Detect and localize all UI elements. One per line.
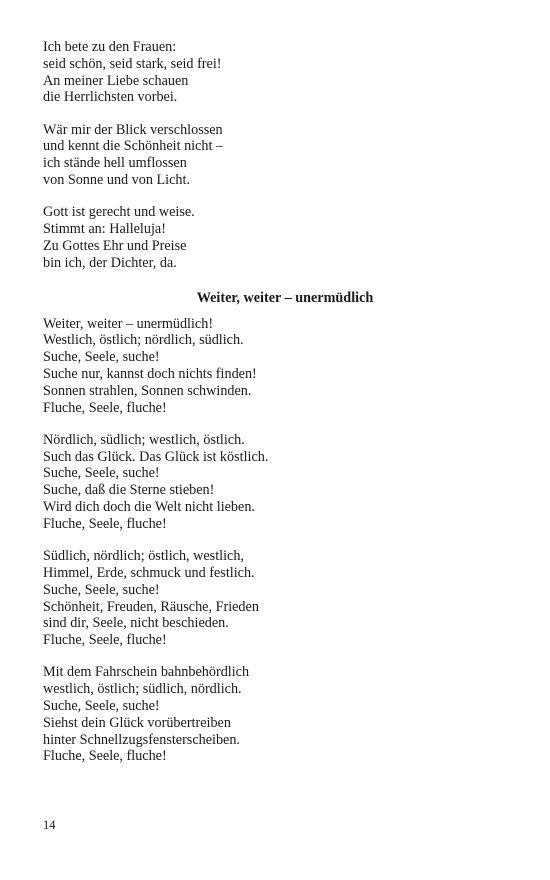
verse-line: Wär mir der Blick verschlossen xyxy=(43,121,223,138)
stanza xyxy=(43,122,513,189)
verse-line: Suche, Seele, suche! xyxy=(43,581,160,598)
poem-title: Weiter, weiter – unermüdlich xyxy=(196,289,374,306)
verse-line: Suche nur, kannst doch nichts finden! xyxy=(43,365,257,382)
verse-line: Sonnen strahlen, Sonnen schwinden. xyxy=(43,382,252,399)
verse-line: An meiner Liebe schauen xyxy=(43,72,189,89)
page-number: 14 xyxy=(43,818,56,832)
verse-line: Zu Gottes Ehr und Preise xyxy=(43,237,187,254)
verse-line: westlich, östlich; südlich, nördlich. xyxy=(43,681,242,698)
stanza xyxy=(43,39,513,106)
verse-line: Fluche, Seele, fluche! xyxy=(43,399,167,416)
stanza xyxy=(43,204,513,271)
verse-line: Suche, daß die Sterne stieben! xyxy=(43,482,215,499)
verse-line: hinter Schnellzugsfensterscheiben. xyxy=(43,731,240,748)
verse-line: Weiter, weiter – unermüdlich! xyxy=(43,315,214,332)
verse-line: Westlich, östlich; nördlich, südlich. xyxy=(43,332,244,349)
verse-line: Such das Glück. Das Glück ist köstlich. xyxy=(43,448,269,465)
verse-line: Suche, Seele, suche! xyxy=(43,349,160,366)
verse-line: die Herrlichsten vorbei. xyxy=(43,89,178,106)
verse-line: Himmel, Erde, schmuck und festlich. xyxy=(43,564,255,581)
verse-line: bin ich, der Dichter, da. xyxy=(43,254,177,271)
stanza xyxy=(43,432,513,533)
verse-line: Schönheit, Freuden, Räusche, Frieden xyxy=(43,598,259,615)
verse-line: Fluche, Seele, fluche! xyxy=(43,632,167,649)
verse-line: Ich bete zu den Frauen: xyxy=(43,39,177,55)
verse-line: Südlich, nördlich; östlich, westlich, xyxy=(43,548,244,565)
verse-line: sind dir, Seele, nicht beschieden. xyxy=(43,615,229,632)
poem-2 xyxy=(43,290,513,766)
verse-line: Stimmt an: Halleluja! xyxy=(43,221,166,238)
verse-line: von Sonne und von Licht. xyxy=(43,172,190,189)
verse-line: Suche, Seele, suche! xyxy=(43,698,160,714)
poem-1 xyxy=(43,39,513,272)
verse-line: Suche, Seele, suche! xyxy=(43,465,160,482)
verse-line: Gott ist gerecht und weise. xyxy=(43,204,195,221)
page-content xyxy=(43,39,513,781)
verse-line: Fluche, Seele, fluche! xyxy=(43,515,167,532)
verse-line: seid schön, seid stark, seid frei! xyxy=(43,55,222,72)
verse-line: Mit dem Fahrschein bahnbehördlich xyxy=(43,664,250,681)
stanza xyxy=(43,664,513,765)
stanza xyxy=(43,548,513,649)
verse-line: Nördlich, südlich; westlich, östlich. xyxy=(43,431,245,448)
verse-line: Siehst dein Glück vorübertreiben xyxy=(43,714,231,731)
verse-line: Wird dich doch die Welt nicht lieben. xyxy=(43,499,255,516)
stanza xyxy=(43,316,513,417)
verse-line: und kennt die Schönheit nicht – xyxy=(43,138,224,155)
verse-line: ich stände hell umflossen xyxy=(43,155,187,172)
verse-line: Fluche, Seele, fluche! xyxy=(43,748,167,765)
